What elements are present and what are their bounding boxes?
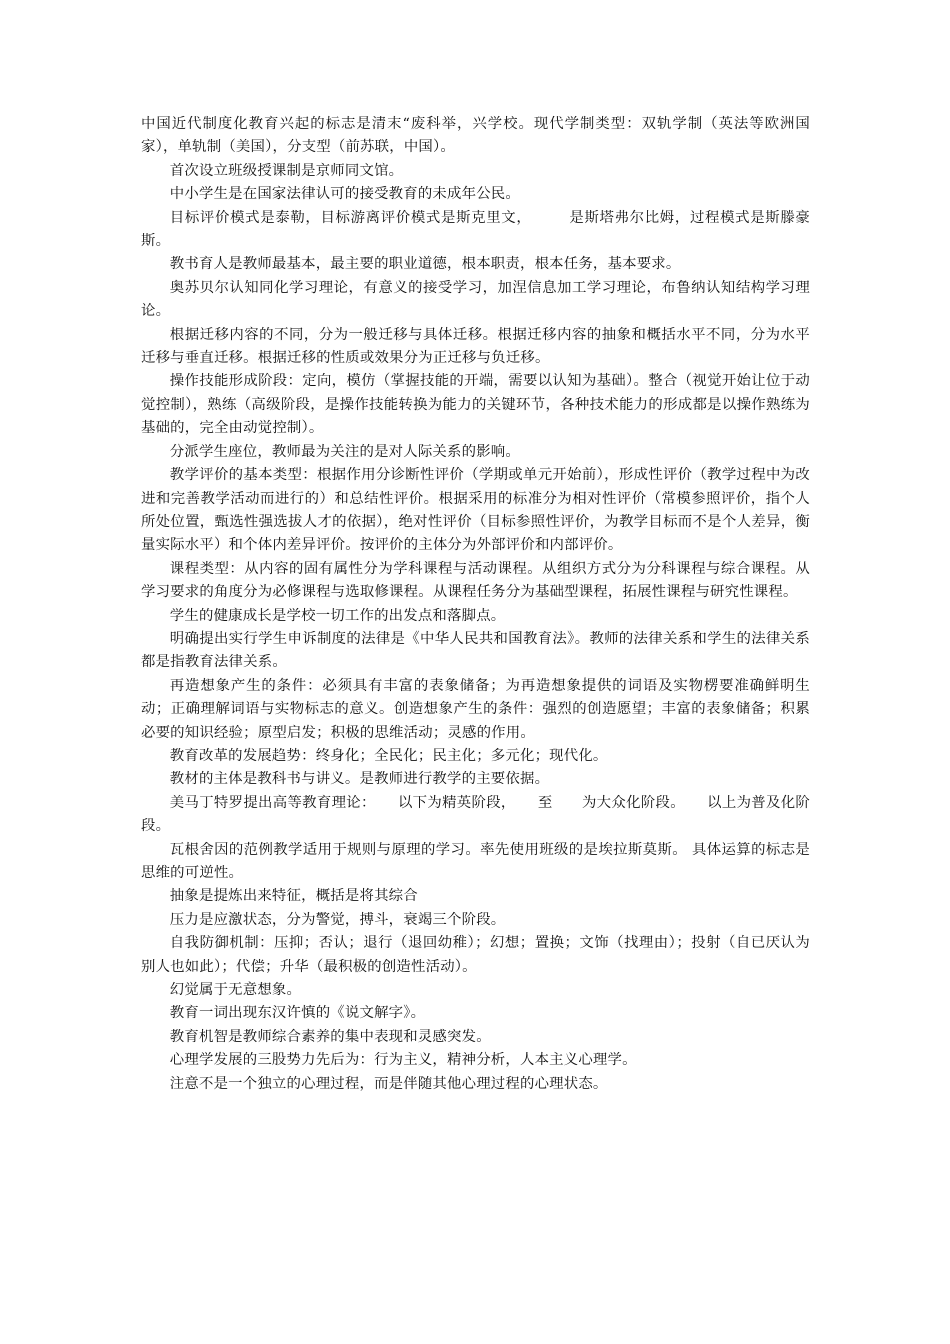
paragraph-transfer: 根据迁移内容的不同，分为一般迁移与具体迁移。根据迁移内容的抽象和概括水平不同，分为水平迁移与垂直迁移。根据迁移的性质或效果分为正迁移与负迁移。 [141, 326, 810, 367]
paragraph-defense-mechanisms: 自我防御机制：压抑；否认；退行（退回幼稚）；幻想；置换；文饰（找理由）；投射（自已厌认为别人也如此）；代偿；升华（最积极的创造性活动）。 [141, 935, 810, 975]
paragraph-evaluation-models: 目标评价模式是泰勒，目标游离评价模式是斯克里文， 是斯塔弗尔比姆，过程模式是斯滕豪斯。 [141, 209, 810, 250]
paragraph-class-teaching: 首次设立班级授课制是京师同文馆。 [169, 162, 404, 179]
paragraph-teaching-wit: 教育机智是教师综合素养的集中表现和灵感突发。 [169, 1028, 491, 1045]
paragraph-education-origin: 教育一词出现东汉许慎的《说文解字》。 [169, 1005, 426, 1022]
paragraph-curriculum-types: 课程类型：从内容的固有属性分为学科课程与活动课程。从组织方式分为分科课程与综合课程。从学习要求的角度分为必修课程与选取修课程。从课程任务分为基础型课程，拓展性课程与研究性课程。 [141, 560, 810, 601]
paragraph-psychology-forces: 心理学发展的三股势力先后为：行为主义，精神分析，人本主义心理学。 [169, 1052, 637, 1069]
paragraph-students: 中小学生是在国家法律认可的接受教育的未成年公民。 [169, 186, 520, 203]
paragraph-imagination: 再造想象产生的条件：必须具有丰富的表象储备；为再造想象提供的词语及实物楞要准确鲜明生动；正确理解词语与实物标志的意义。创造想象产生的条件：强烈的创造愿望；丰富的表象储备；积累必要的知识经验；原型启发；积极的思维活动；灵感的作用。 [141, 677, 810, 741]
paragraph-higher-education: 美马丁特罗提出高等教育理论： 以下为精英阶段， 至 为大众化阶段。 以上为普及化阶段。 [141, 794, 810, 835]
paragraph-evaluation-types: 教学评价的基本类型：根据作用分诊断性评价（学期或单元开始前），形成性评价（教学过程中为改进和完善教学活动而进行的）和总结性评价。根据采用的标准分为相对性评价（常模参照评价，指个人所处位置，甄选性强选拔人才的依据），绝对性评价（目标参照性评价，为教学目标而不是个人差异，衡量实际水平）和个体内差异评价。按评价的主体分为外部评价和内部评价。 [141, 467, 810, 554]
paragraph-abstraction: 抽象是提炼出来特征，概括是将其综合 [169, 888, 418, 905]
paragraph-textbooks: 教材的主体是教科书与讲义。是教师进行教学的主要依据。 [169, 771, 550, 788]
paragraph-modern-school-system: 中国近代制度化教育兴起的标志是清末“废科举，兴学校。现代学制类型：双轨学制（英法等欧洲国家），单轨制（美国），分支型（前苏联，中国）。 [141, 116, 810, 156]
paragraph-learning-theories: 奥苏贝尔认知同化学习理论，有意义的接受学习，加涅信息加工学习理论，布鲁纳认知结构学习理论。 [141, 279, 810, 320]
paragraph-student-growth: 学生的健康成长是学校一切工作的出发点和落脚点。 [169, 607, 506, 624]
paragraph-motor-skills: 操作技能形成阶段：定向，模仿（掌握技能的开端，需要以认知为基础）。整合（视觉开始让位于动觉控制），熟练（高级阶段，是操作技能转换为能力的关键环节，各种技术能力的形成都是以操作熟练为基础的，完全由动觉控制）。 [141, 373, 810, 437]
paragraph-education-law: 明确提出实行学生申诉制度的法律是《中华人民共和国教育法》。教师的法律关系和学生的法律关系都是指教育法律关系。 [141, 630, 810, 671]
paragraph-attention: 注意不是一个独立的心理过程，而是伴随其他心理过程的心理状态。 [169, 1075, 608, 1092]
paragraph-teacher-ethics: 教书育人是教师最基本，最主要的职业道德，根本职责，根本任务，基本要求。 [169, 256, 681, 273]
paragraph-hallucination: 幻觉属于无意想象。 [169, 982, 302, 999]
paragraph-reform-trends: 教育改革的发展趋势：终身化；全民化；民主化；多元化；现代化。 [169, 747, 608, 764]
paragraph-example-teaching: 瓦根舍因的范例教学适用于规则与原理的学习。率先使用班级的是埃拉斯莫斯。 具体运算的标志是思维的可逆性。 [141, 841, 810, 881]
paragraph-seating: 分派学生座位，教师最为关注的是对人际关系的影响。 [169, 443, 520, 460]
paragraph-stress: 压力是应激状态，分为警觉，搏斗，衰竭三个阶段。 [169, 911, 506, 928]
